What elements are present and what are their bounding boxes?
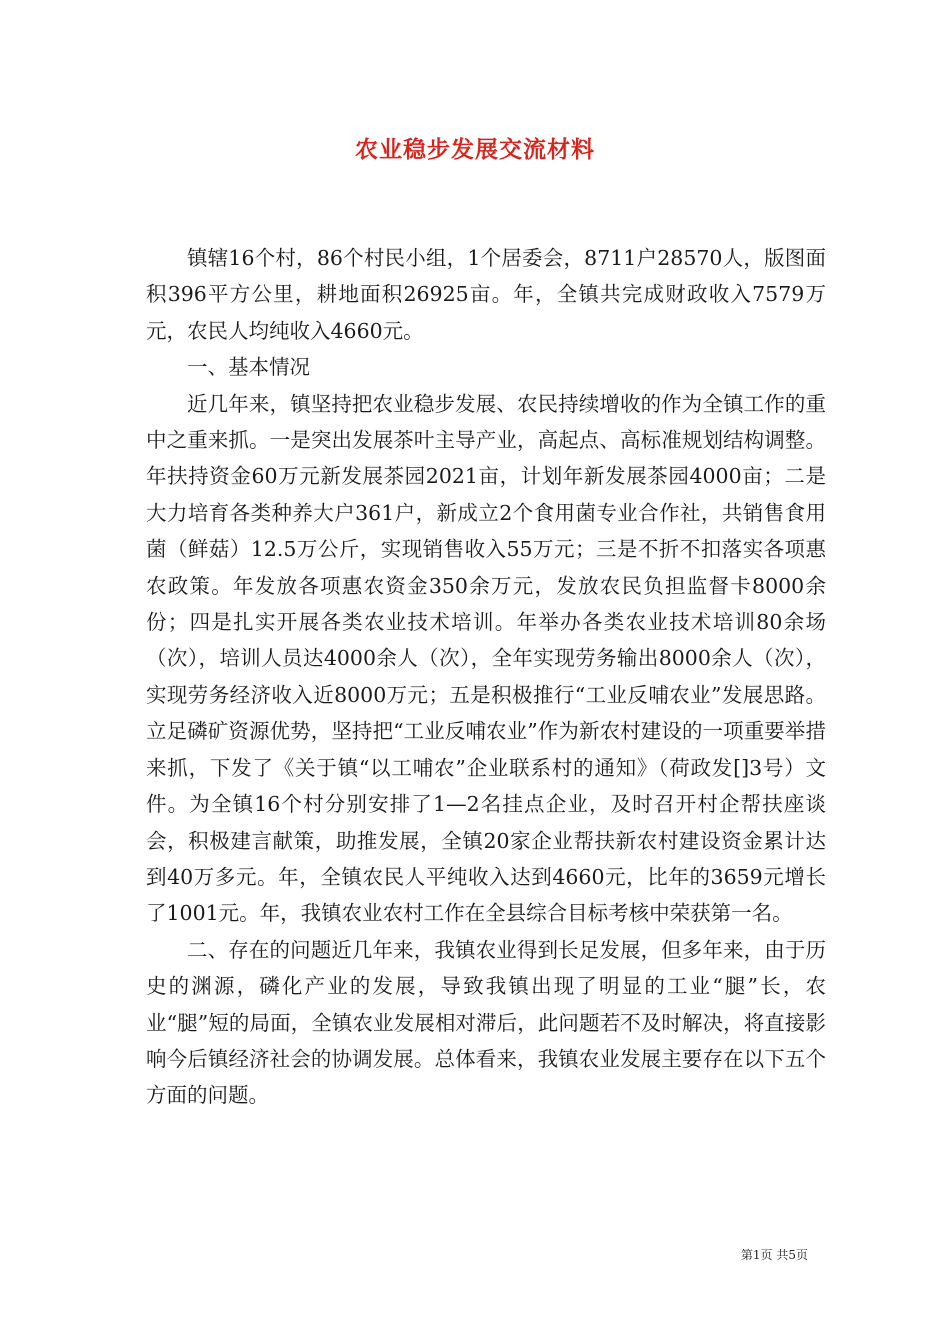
- paragraph-basic-situation: 近几年来，镇坚持把农业稳步发展、农民持续增收的作为全镇工作的重中之重来抓。一是突出发展茶叶主导产业，高起点、高标准规划结构调整。年扶持资金60万元新发展茶园2021亩，计划年新发展茶园4000亩；二是大力培育各类种养大户361户，新成立2个食用菌专业合作社，共销售食用菌（鲜菇）12.5万公斤，实现销售收入55万元；三是不折不扣落实各项惠农政策。年发放各项惠农资金350余万元，发放农民负担监督卡8000余份；四是扎实开展各类农业技术培训。年举办各类农业技术培训80余场（次），培训人员达4000余人（次），全年实现劳务输出8000余人（次），实现劳务经济收入近8000万元；五是积极推行“工业反哺农业”发展思路。立足磷矿资源优势，坚持把“工业反哺农业”作为新农村建设的一项重要举措来抓，下发了《关于镇“以工哺农”企业联系村的通知》（荷政发[]3号）文件。为全镇16个村分别安排了1—2名挂点企业，及时召开村企帮扶座谈会，积极建言献策，助推发展，全镇20家企业帮扶新农村建设资金累计达到40万多元。年，全镇农民人平纯收入达到4660元，比年的3659元增长了1001元。年，我镇农业农村工作在全县综合目标考核中荣获第一名。: [146, 391, 826, 926]
- document-body: [146, 240, 826, 1114]
- document-title: 农业稳步发展交流材料: [355, 136, 595, 163]
- paragraph-problems: 二、存在的问题近几年来，我镇农业得到长足发展，但多年来，由于历史的渊源，磷化产业的发展，导致我镇出现了明显的工业“腿”长，农业“腿”短的局面，全镇农业发展相对滞后，此问题若不及时解决，将直接影响今后镇经济社会的协调发展。总体看来，我镇农业发展主要存在以下五个方面的问题。: [146, 937, 826, 1108]
- page-number: 第1页 共5页: [740, 1248, 808, 1262]
- paragraph-intro: 镇辖16个村，86个村民小组，1个居委会，8711户28570人，版图面积396平方公里，耕地面积26925亩。年，全镇共完成财政收入7579万元，农民人均纯收入4660元。: [146, 246, 826, 343]
- section-heading-basic: 一、基本情况: [187, 355, 310, 380]
